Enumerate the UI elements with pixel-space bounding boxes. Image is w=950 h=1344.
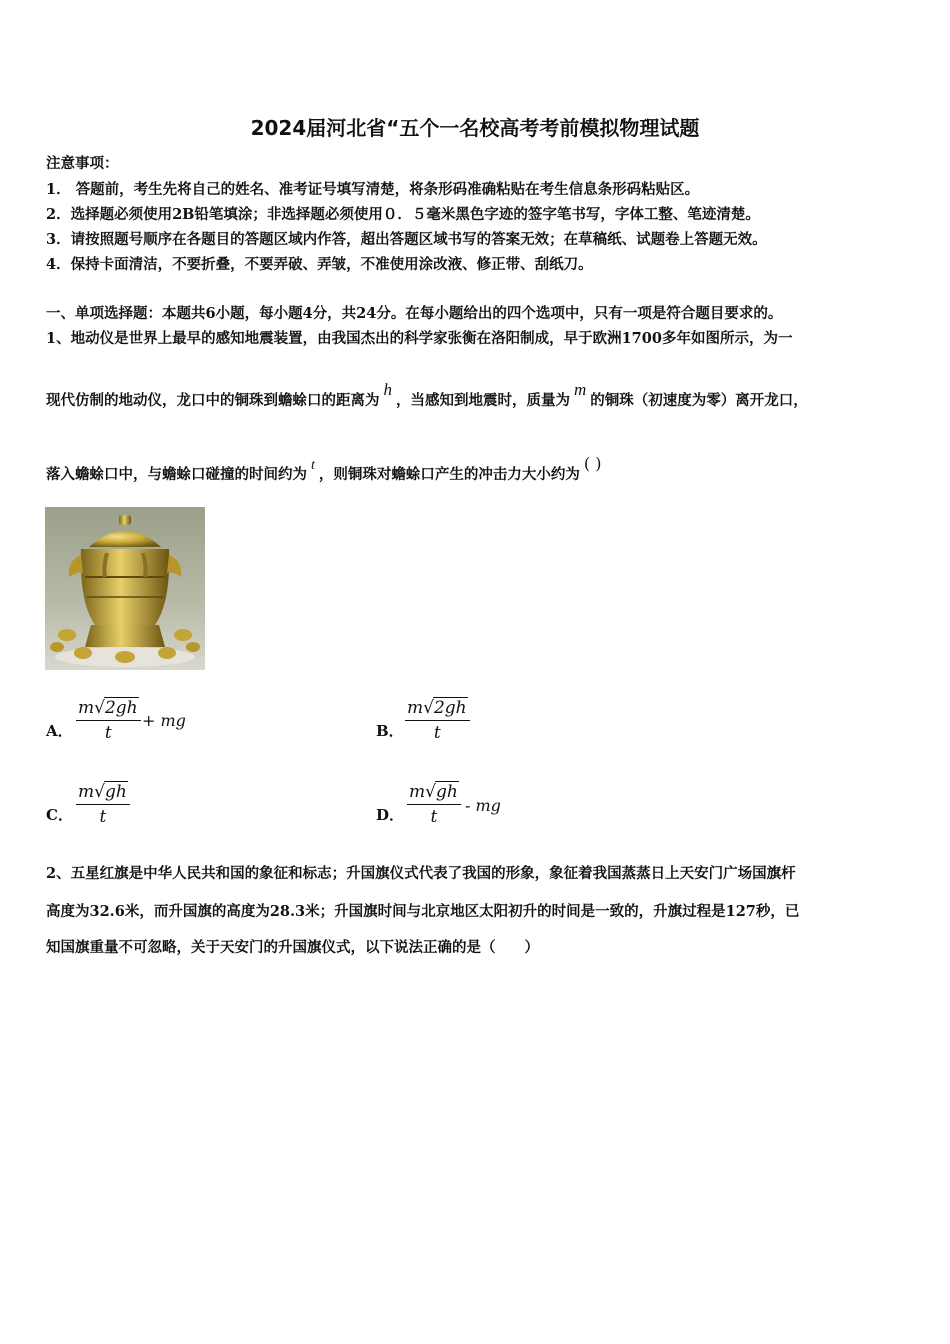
seismograph-illustration (45, 507, 205, 670)
option-d-tail: - mg (465, 796, 501, 815)
q1-text-c: 的铜珠（初速度为零）离开龙口， (590, 392, 808, 409)
notice-item-2: 2．选择题必须使用2B铅笔填涂；非选择题必须使用０．５毫米黑色字迹的签字笔书写，字体工整、笔迹清楚。 (46, 206, 760, 223)
seismograph-photo (45, 507, 205, 670)
option-d-fraction: m√gh t (407, 781, 461, 827)
option-c-fraction: m√gh t (76, 781, 130, 827)
q1-text-a: 现代仿制的地动仪，龙口中的铜珠到蟾蜍口的距离为 (46, 392, 380, 409)
question-2-line-1: 2、五星红旗是中华人民共和国的象征和标志；升国旗仪式代表了我国的形象，象征着我国蒸蒸日上天安门广场国旗杆 (46, 865, 796, 882)
notice-heading: 注意事项： (46, 155, 119, 172)
q1-text-b: ，当感知到地震时，质量为 (396, 392, 570, 409)
question-2-line-3: 知国旗重量不可忽略，关于天安门的升国旗仪式，以下说法正确的是（ ） (46, 939, 539, 956)
question-1-line-2 (46, 380, 808, 410)
question-2-line-2: 高度为32.6米，而升国旗的高度为28.3米；升国旗时间与北京地区太阳初升的时间是一致的，升旗过程是127秒，已 (46, 903, 800, 920)
answer-parentheses: ( ) (583, 454, 602, 473)
option-d-label: D． (376, 806, 405, 824)
variable-t: t (311, 458, 315, 473)
option-c-label: C． (46, 806, 73, 824)
option-a-fraction: m√2gh t (76, 697, 141, 743)
question-1-line-1: 1、地动仪是世界上最早的感知地震装置，由我国杰出的科学家张衡在洛阳制成，早于欧洲1700多年如图所示，为一 (46, 330, 793, 347)
page-title: 2024届河北省“五个一名校高考考前模拟物理试题 (250, 116, 700, 140)
option-a-label: A． (46, 722, 73, 740)
option-a-tail: + mg (142, 711, 186, 730)
notice-item-4: 4．保持卡面清洁，不要折叠，不要弄破、弄皱，不准使用涂改液、修正带、刮纸刀。 (46, 256, 593, 273)
option-b-fraction: m√2gh t (405, 697, 470, 743)
q1-text-d: 落入蟾蜍口中，与蟾蜍口碰撞的时间约为 (46, 466, 307, 483)
variable-m: m (574, 380, 587, 399)
variable-h: h (383, 380, 392, 399)
q1-text-e: ，则铜珠对蟾蜍口产生的冲击力大小约为 (318, 466, 580, 483)
notice-item-3: 3．请按照题号顺序在各题目的答题区域内作答，超出答题区域书写的答案无效；在草稿纸、试题卷上答题无效。 (46, 231, 767, 248)
section-heading: 一、单项选择题：本题共6小题，每小题4分，共24分。在每小题给出的四个选项中，只有一项是符合题目要求的。 (46, 305, 783, 322)
question-1-line-3 (46, 454, 602, 484)
option-b-label: B． (376, 722, 404, 740)
notice-item-1: 1． 答题前，考生先将自己的姓名、准考证号填写清楚，将条形码准确粘贴在考生信息条形码粘贴区。 (46, 181, 700, 198)
